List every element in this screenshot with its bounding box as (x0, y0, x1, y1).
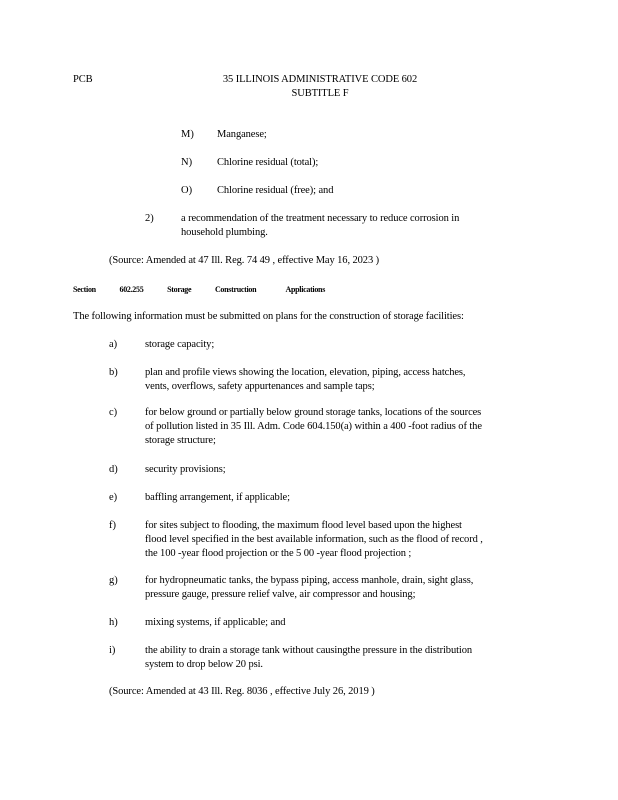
list-item-label: d) (109, 464, 118, 475)
section-title-3: Applications (285, 285, 326, 294)
list-item-line: storage structure; (145, 435, 216, 446)
list-item-line: vents, overflows, safety appurtenances and sample taps; (145, 381, 375, 392)
list-item-line: plan and profile views showing the location, elevation, piping, access hatches, (145, 367, 466, 378)
list-item-line: pressure gauge, pressure relief valve, air compressor and housing; (145, 589, 416, 600)
header-line-1: 35 ILLINOIS ADMINISTRATIVE CODE 602 (222, 74, 418, 85)
list-item-line: the ability to drain a storage tank without causingthe pressure in the distribution (145, 645, 473, 656)
list-item-label: c) (109, 407, 118, 418)
section-title-2: Construction (214, 285, 257, 294)
sub-item-text: Chlorine residual (free); and (217, 185, 334, 196)
item-label: 2) (145, 213, 154, 224)
item-text-line: a recommendation of the treatment necessary to reduce corrosion in (181, 213, 460, 224)
sub-item-label: O) (181, 185, 193, 196)
sub-item-label: N) (181, 157, 193, 168)
list-item-line: flood level specified in the best available information, such as the flood of record , (145, 534, 483, 545)
list-item-label: f) (109, 520, 116, 531)
list-item-line: for hydropneumatic tanks, the bypass piping, access manhole, drain, sight glass, (145, 575, 474, 586)
list-item-line: mixing systems, if applicable; and (145, 617, 286, 628)
list-item-label: a) (109, 339, 118, 350)
item-text-line: household plumbing. (181, 227, 268, 238)
section-number: 602.255 (119, 285, 144, 294)
sub-item-text: Manganese; (217, 129, 267, 140)
list-item-label: i) (109, 645, 116, 656)
section-heading (73, 284, 347, 296)
list-item-label: e) (109, 492, 118, 503)
list-item-label: h) (109, 617, 118, 628)
header-line-2: SUBTITLE F (291, 88, 349, 99)
intro-paragraph: The following information must be submitted on plans for the construction of storage facilities: (73, 311, 464, 322)
list-item-label: g) (109, 575, 118, 586)
sub-item-label: M) (181, 129, 194, 140)
list-item-line: baffling arrangement, if applicable; (145, 492, 290, 503)
list-item-line: security provisions; (145, 464, 226, 475)
source-note: (Source: Amended at 47 Ill. Reg. 74 49 , effective May 16, 2023 ) (109, 255, 380, 266)
list-item-label: b) (109, 367, 118, 378)
list-item-line: the 100 -year flood projection or the 5 00 -year flood projection ; (145, 548, 412, 559)
list-item-line: storage capacity; (145, 339, 215, 350)
list-item-line: for below ground or partially below ground storage tanks, locations of the sources (145, 407, 482, 418)
list-item-line: system to drop below 20 psi. (145, 659, 263, 670)
source-note: (Source: Amended at 43 Ill. Reg. 8036 , effective July 26, 2019 ) (109, 686, 375, 697)
list-item-line: for sites subject to flooding, the maximum flood level based upon the highest (145, 520, 462, 531)
list-item-line: of pollution listed in 35 Ill. Adm. Code 604.150(a) within a 400 -foot radius of the (145, 421, 482, 432)
sub-item-text: Chlorine residual (total); (217, 157, 319, 168)
header-left: PCB (73, 74, 93, 85)
section-word: Section (73, 285, 96, 294)
header-title (160, 73, 480, 101)
section-title-1: Storage (167, 285, 192, 294)
